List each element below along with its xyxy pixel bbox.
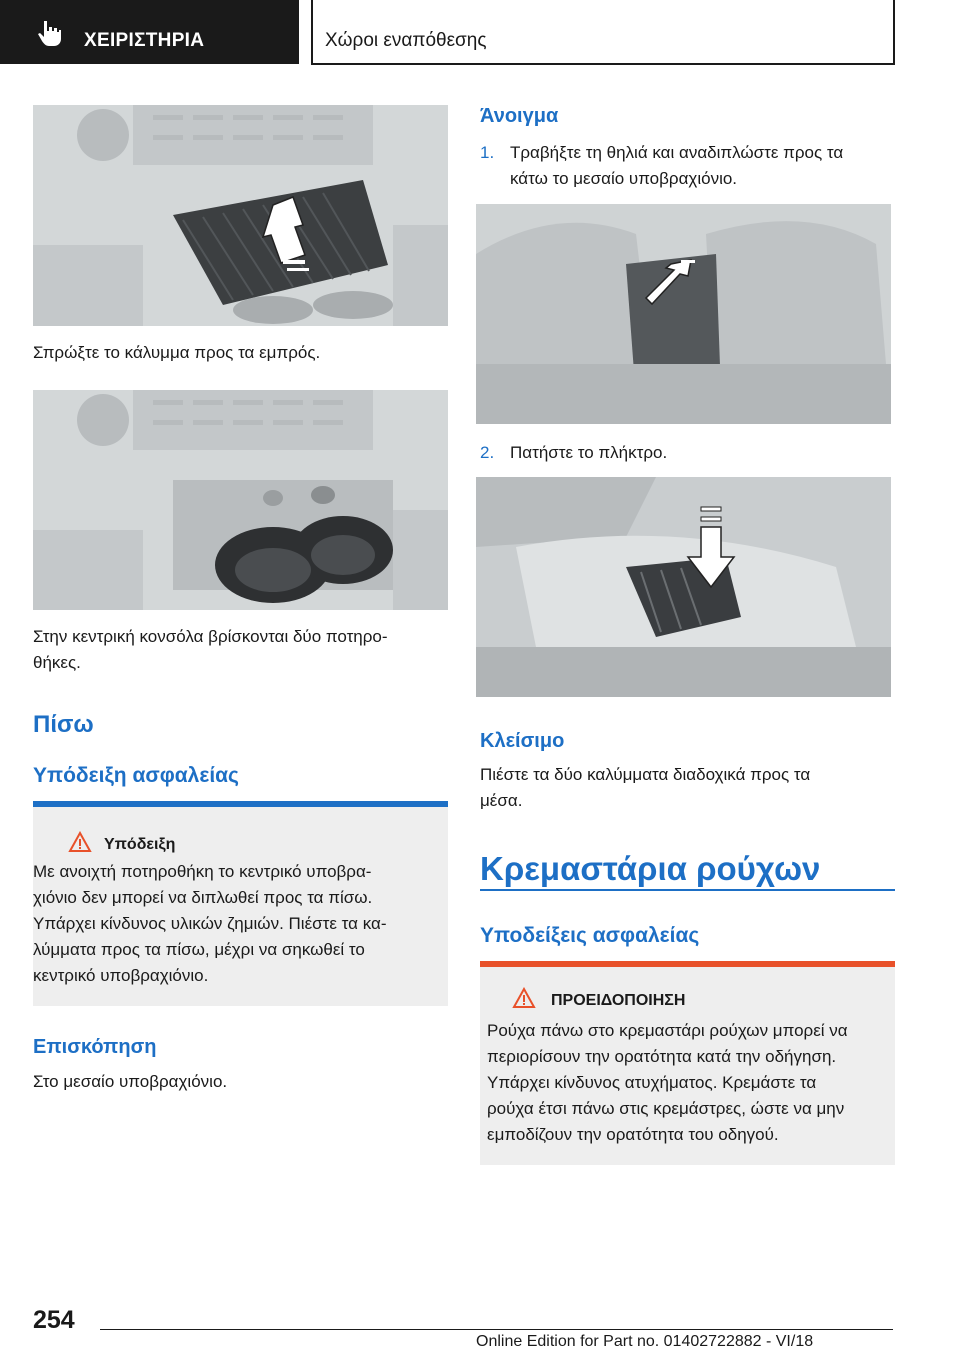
- heading-safety-notes: Υποδείξεις ασφαλείας: [480, 924, 700, 947]
- step-number: 2.: [480, 443, 495, 462]
- heading-overview: Επισκόπηση: [33, 1036, 157, 1058]
- warning-line: Υπάρχει κίνδυνος ατυχήματος. Κρεμάστε τα: [487, 1073, 817, 1092]
- armrest-button-illustration: [476, 477, 891, 697]
- warning-title: ΠΡΟΕΙΔΟΠΟΙΗΣΗ: [551, 992, 686, 1009]
- warning-line: περιορίσουν την ορατότητα κατά την οδήγηση.: [487, 1047, 837, 1066]
- footer-rule: [100, 1329, 893, 1330]
- edition-info: Online Edition for Part no. 01402722882 - VI/18: [476, 1333, 814, 1350]
- heading-opening: Άνοιγμα: [480, 105, 559, 127]
- overview-text: Στο μεσαίο υποβραχιόνιο.: [33, 1072, 228, 1091]
- page-number: 254: [33, 1306, 75, 1334]
- warning-triangle-icon: [68, 831, 92, 853]
- cupholders-illustration: [33, 390, 448, 610]
- header-divider: [311, 0, 313, 64]
- close-line: Πιέστε τα δύο καλύμματα διαδοχικά προς τα: [480, 765, 811, 784]
- heading-safety-note: Υπόδειξη ασφαλείας: [33, 764, 239, 787]
- caption-push-cover: Σπρώξτε το κάλυμμα προς τα εμπρός.: [33, 343, 321, 362]
- step-line: [480, 140, 895, 166]
- note-line: Με ανοιχτή ποτηροθήκη το κεντρικό υποβρα-: [33, 862, 372, 881]
- warning-line: Ρούχα πάνω στο κρεμαστάρι ρούχων μπορεί να: [487, 1021, 848, 1040]
- caption-line: Στην κεντρική κονσόλα βρίσκονται δύο ποτηρο-: [33, 627, 388, 646]
- step-1: [480, 140, 895, 192]
- step-text: Πατήστε το πλήκτρο.: [510, 443, 668, 462]
- note-line: χιόνιο δεν μπορεί να διπλωθεί προς τα πίσω.: [33, 888, 373, 907]
- warning-bar: [480, 961, 895, 967]
- close-line: μέσα.: [480, 791, 523, 810]
- note-line: Υπάρχει κίνδυνος υλικών ζημιών. Πιέστε τα κα-: [33, 914, 387, 933]
- header-underline: [311, 63, 895, 65]
- hand-pointer-icon: [34, 18, 64, 48]
- console-cover-illustration: [33, 105, 448, 326]
- caption-line: θήκες.: [33, 653, 81, 672]
- close-text: [480, 762, 810, 814]
- note-title: Υπόδειξη: [104, 836, 176, 853]
- heading-closing: Κλείσιμο: [480, 730, 565, 752]
- step-line: [480, 166, 895, 192]
- step-2: [480, 440, 667, 466]
- warning-box: [480, 961, 895, 1165]
- note-box: [33, 801, 448, 1006]
- section-title: ΧΕΙΡΙΣΤΗΡΙΑ: [84, 30, 205, 51]
- note-line: λύμματα προς τα πίσω, μέχρι να σηκωθεί το: [33, 940, 365, 959]
- warning-line: ρούχα έτσι πάνω στις κρεμάστρες, ώστε να μην: [487, 1099, 845, 1118]
- heading-rule: [480, 889, 895, 891]
- header-divider: [893, 0, 895, 64]
- warning-body: [487, 1018, 848, 1148]
- step-text: Τραβήξτε τη θηλιά και αναδιπλώστε προς τα: [510, 143, 844, 162]
- section-tab: [0, 0, 299, 64]
- step-number: 1.: [480, 143, 495, 162]
- chapter-title: Χώροι εναπόθεσης: [325, 30, 487, 51]
- warning-triangle-icon: [512, 987, 536, 1009]
- warning-line: εμποδίζουν την ορατότητα του οδηγού.: [487, 1125, 779, 1144]
- note-line: κεντρικό υποβραχιόνιο.: [33, 966, 209, 985]
- rear-seat-armrest-illustration: [476, 204, 891, 424]
- heading-coat-hooks: Κρεμαστάρια ρούχων: [480, 850, 821, 887]
- heading-rear: Πίσω: [33, 711, 94, 738]
- note-bar: [33, 801, 448, 807]
- step-text: κάτω το μεσαίο υποβραχιόνιο.: [510, 169, 738, 188]
- note-body: [33, 859, 386, 989]
- caption-cupholders: [33, 624, 388, 676]
